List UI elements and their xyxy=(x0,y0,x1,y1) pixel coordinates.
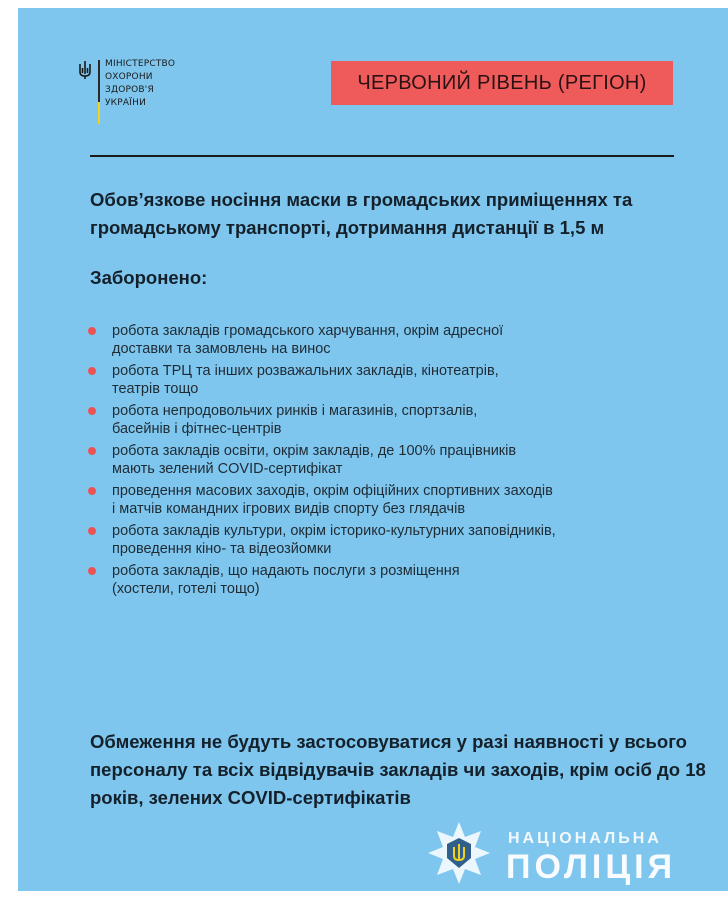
list-item xyxy=(88,322,708,358)
bullet-icon xyxy=(88,567,96,575)
list-item-line: проведення масових заходів, окрім офіційних спортивних заходів xyxy=(112,483,553,499)
list-item-line: робота закладів культури, окрім історико-культурних заповідників, xyxy=(112,523,556,539)
list-item-line: робота закладів громадського харчування, окрім адресної xyxy=(112,323,504,339)
restrictions-list xyxy=(88,322,708,602)
police-title-line1: НАЦІОНАЛЬНА xyxy=(508,830,662,847)
list-item-line: проведення кіно- та відеозйомки xyxy=(112,541,332,557)
list-item-line: робота закладів, що надають послуги з розміщення xyxy=(112,563,460,579)
list-item xyxy=(88,482,708,518)
poster xyxy=(18,8,728,891)
list-item-line: мають зелений COVID-сертифікат xyxy=(112,461,343,477)
police-title-line2: ПОЛІЦІЯ xyxy=(506,848,677,886)
list-item-line: робота непродовольчих ринків і магазинів, спортзалів, xyxy=(112,403,478,419)
ministry-name xyxy=(105,58,175,110)
list-item-line: доставки та замовлень на винос xyxy=(112,341,331,357)
list-item xyxy=(88,562,708,598)
list-item xyxy=(88,522,708,558)
forbidden-heading: Заборонено: xyxy=(90,267,208,288)
logo-divider-yellow xyxy=(98,102,100,124)
bullet-icon xyxy=(88,527,96,535)
bullet-icon xyxy=(88,327,96,335)
ministry-line: ОХОРОНИ xyxy=(105,72,153,82)
list-item-line: робота ТРЦ та інших розважальних закладів, кінотеатрів, xyxy=(112,363,499,379)
national-police-logo xyxy=(426,820,716,890)
list-item xyxy=(88,442,708,478)
ministry-line: УКРАЇНИ xyxy=(105,98,147,108)
list-item-line: театрів тощо xyxy=(112,381,199,397)
bullet-icon xyxy=(88,447,96,455)
list-item xyxy=(88,362,708,398)
list-item-line: робота закладів освіти, окрім закладів, де 100% працівників xyxy=(112,443,517,459)
ministry-line: ЗДОРОВ'Я xyxy=(105,85,154,95)
red-level-badge: ЧЕРВОНИЙ РІВЕНЬ (РЕГІОН) xyxy=(331,61,673,105)
divider-line xyxy=(90,155,674,157)
bullet-icon xyxy=(88,367,96,375)
ministry-line: МІНІСТЕРСТВО xyxy=(105,59,176,69)
headline: Обов’язкове носіння маски в громадських приміщеннях та громадському транспорті, дотримання дистанції в 1,5 м xyxy=(90,189,633,238)
list-item-line: басейнів і фітнес-центрів xyxy=(112,421,282,437)
trident-icon xyxy=(78,60,92,80)
police-star-icon xyxy=(426,820,492,886)
list-item xyxy=(88,402,708,438)
bullet-icon xyxy=(88,487,96,495)
exemption-note: Обмеження не будуть застосовуватися у разі наявності у всього персоналу та всіх відвідувачів закладів чи заходів, крім осіб до 18 років, зелених COVID-сертифікатів xyxy=(90,731,706,808)
list-item-line: (хостели, готелі тощо) xyxy=(112,581,260,597)
list-item-line: і матчів командних ігрових видів спорту без глядачів xyxy=(112,501,466,517)
bullet-icon xyxy=(88,407,96,415)
